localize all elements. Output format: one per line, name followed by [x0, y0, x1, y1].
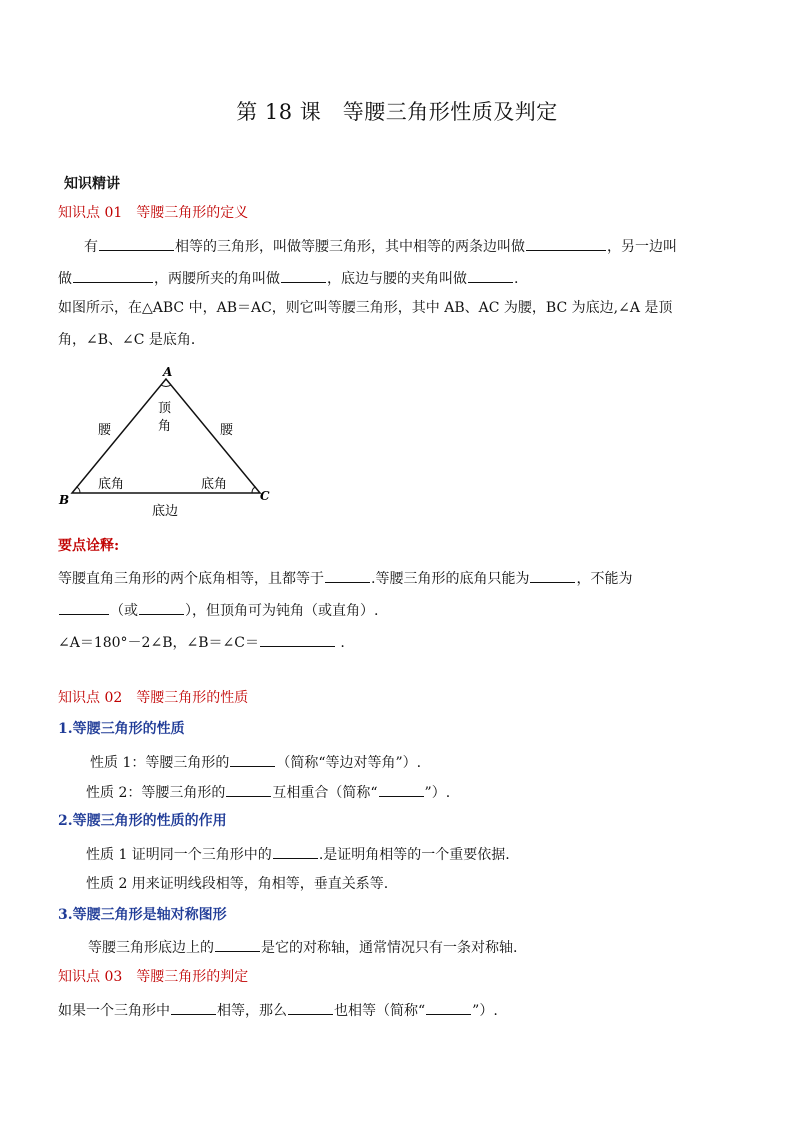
kp2-title: 知识点 02 等腰三角形的性质: [58, 690, 249, 706]
kp1-text: ，另一边叫: [607, 239, 677, 255]
kp1-text: ，两腰所夹的角叫做: [154, 271, 280, 287]
apex-label-2: 角: [158, 419, 172, 434]
blank-1: [99, 235, 174, 251]
blank-18: [426, 999, 471, 1015]
kp2-text: 互相重合（简称“: [272, 785, 378, 801]
kp2-text: .是证明角相等的一个重要依据.: [318, 847, 510, 863]
kp2-subheading-1: 1.等腰三角形的性质: [58, 721, 185, 737]
blank-9: [139, 599, 184, 615]
kp1-title: 知识点 01 等腰三角形的定义: [58, 205, 249, 221]
usage-2-line: 性质 2 用来证明线段相等，角相等，垂直关系等.: [86, 876, 389, 892]
apex-label-1: 顶: [158, 401, 172, 416]
kp1-text: .: [514, 271, 519, 287]
blank-17: [288, 999, 333, 1015]
blank-15: [215, 936, 260, 952]
notes-text: .等腰三角形的底角只能为: [371, 571, 530, 587]
notes-line-2: [58, 599, 378, 621]
kp2-text: ”）.: [424, 785, 451, 801]
kp1-text: ，底边与腰的夹角叫做: [327, 271, 467, 287]
blank-4: [281, 267, 326, 283]
blank-7: [530, 567, 575, 583]
notes-text: ∠A＝180°－2∠B，∠B＝∠C＝: [58, 635, 259, 651]
kp1-line-2: [58, 267, 518, 289]
usage-1-line: [86, 843, 510, 865]
vertex-b-label: B: [59, 493, 70, 507]
notes-text: ，不能为: [576, 571, 633, 587]
page-title: 第 18 课 等腰三角形性质及判定: [236, 100, 558, 124]
kp3-text: 如果一个三角形中: [58, 1003, 170, 1019]
blank-10: [260, 631, 335, 647]
kp1-text: 做: [58, 271, 72, 287]
blank-16: [171, 999, 216, 1015]
kp2-text: 性质 2：等腰三角形的: [86, 785, 226, 801]
kp3-title: 知识点 03 等腰三角形的判定: [58, 969, 249, 985]
kp1-line-3: 如图所示，在△ABC 中，AB＝AC，则它叫等腰三角形，其中 AB、AC 为腰，BC 为底边,∠A 是顶: [58, 300, 673, 316]
kp1-line-1: [84, 235, 677, 257]
blank-13: [379, 781, 424, 797]
kp2-text: 性质 1 证明同一个三角形中的: [86, 847, 272, 863]
blank-12: [226, 781, 271, 797]
base-label: 底边: [152, 504, 179, 519]
kp2-text: 性质 1：等腰三角形的: [90, 755, 230, 771]
kp1-text: 相等的三角形，叫做等腰三角形，其中相等的两条边叫做: [175, 239, 525, 255]
kp2-subheading-2: 2.等腰三角形的性质的作用: [58, 813, 227, 829]
notes-text: .: [335, 635, 345, 651]
blank-11: [230, 751, 275, 767]
notes-text: ），但顶角可为钝角（或直角）.: [185, 603, 379, 619]
right-leg-label: 腰: [220, 423, 234, 438]
blank-5: [468, 267, 513, 283]
notes-line-3: [58, 631, 345, 653]
property-1-line: [90, 751, 421, 773]
kp3-line-1: [58, 999, 498, 1021]
kp2-text: （简称“等边对等角”）.: [276, 755, 422, 771]
notes-line-1: [58, 567, 632, 589]
apex-angle-arc: [161, 385, 171, 387]
blank-2: [526, 235, 606, 251]
left-base-angle-label: 底角: [98, 477, 125, 492]
kp1-text: 有: [84, 239, 98, 255]
right-base-angle-label: 底角: [201, 477, 228, 492]
left-leg-label: 腰: [98, 423, 112, 438]
vertex-a-label: A: [163, 365, 173, 379]
kp2-text: 是它的对称轴，通常情况只有一条对称轴.: [261, 940, 518, 956]
kp2-subheading-3: 3.等腰三角形是轴对称图形: [58, 907, 227, 923]
kp3-text: 也相等（简称“: [334, 1003, 426, 1019]
notes-text: 等腰直角三角形的两个底角相等，且都等于: [58, 571, 324, 587]
isosceles-triangle-figure: [55, 362, 285, 522]
notes-text: （或: [110, 603, 138, 619]
blank-8: [59, 599, 109, 615]
property-2-line: [86, 781, 450, 803]
blank-3: [73, 267, 153, 283]
kp1-line-4: 角，∠B、∠C 是底角．: [58, 332, 205, 348]
notes-title: 要点诠释:: [58, 538, 120, 554]
kp3-text: 相等，那么: [217, 1003, 287, 1019]
blank-6: [325, 567, 370, 583]
kp2-text: 等腰三角形底边上的: [88, 940, 214, 956]
section-heading: 知识精讲: [64, 176, 120, 192]
kp3-text: ”）.: [472, 1003, 498, 1019]
axis-line: [88, 936, 517, 958]
blank-14: [273, 843, 318, 859]
vertex-c-label: C: [260, 489, 270, 503]
